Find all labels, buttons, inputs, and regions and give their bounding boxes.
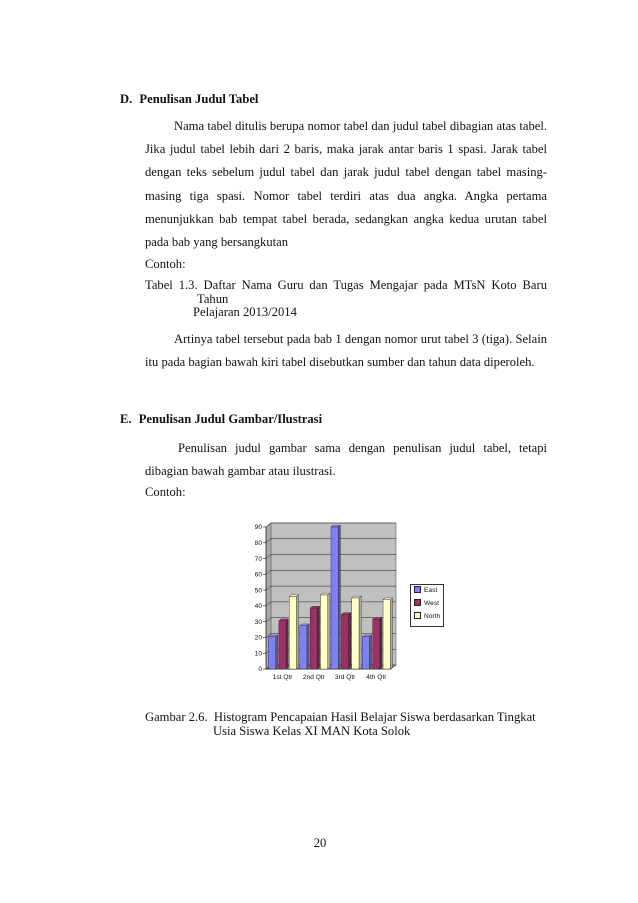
bar-side-west bbox=[286, 619, 288, 669]
legend-swatch-north bbox=[414, 612, 421, 619]
bar-side-east bbox=[338, 525, 340, 669]
bar-west-1st-qtr bbox=[279, 621, 286, 669]
bar-west-4th-qtr bbox=[373, 619, 380, 669]
section-d-contoh: Contoh: bbox=[145, 257, 186, 271]
bar-side-west bbox=[380, 617, 382, 669]
bar-side-west bbox=[317, 606, 319, 669]
section-d-title: Penulisan Judul Tabel bbox=[139, 92, 259, 106]
section-d-explanation: Artinya tabel tersebut pada bab 1 dengan nomor urut tabel 3 (tiga). Selain itu pada bagian bawah kiri tabel disebutkan sumber dan tahun data diperoleh. bbox=[145, 332, 547, 370]
bar-side-east bbox=[276, 635, 278, 669]
bar-side-north bbox=[297, 595, 299, 669]
bar-north-3rd-qtr bbox=[352, 598, 359, 669]
y-tick-label: 10 bbox=[254, 650, 262, 658]
page-number: 20 bbox=[313, 836, 327, 850]
section-e-heading bbox=[120, 412, 322, 427]
bar-west-3rd-qtr bbox=[341, 614, 348, 669]
y-tick-label: 70 bbox=[254, 555, 262, 563]
bar-east-3rd-qtr bbox=[331, 527, 338, 669]
x-category-label: 3rd Qtr bbox=[334, 674, 356, 681]
bar-north-1st-qtr bbox=[289, 597, 296, 669]
legend-swatch-west bbox=[414, 599, 421, 606]
legend-label-west: West bbox=[424, 600, 439, 607]
x-category-label: 2nd Qtr bbox=[302, 674, 325, 681]
table-caption-line2: Tahun bbox=[197, 292, 229, 306]
y-tick-label: 50 bbox=[254, 587, 262, 595]
y-tick-label: 90 bbox=[254, 524, 262, 532]
y-tick-label: 40 bbox=[254, 603, 262, 611]
section-d-heading bbox=[120, 92, 258, 107]
section-e-paragraph: Penulisan judul gambar sama dengan penulisan judul tabel, tetapi dibagian bawah gambar atau ilustrasi. bbox=[145, 441, 547, 479]
section-e-letter: E. bbox=[120, 412, 132, 426]
y-tick-label: 60 bbox=[254, 571, 262, 579]
y-tick-label: 30 bbox=[254, 618, 262, 626]
bar-east-2nd-qtr bbox=[300, 626, 307, 669]
bar-side-north bbox=[359, 596, 361, 669]
legend-label-north: North bbox=[424, 613, 441, 620]
x-category-label: 1st Qtr bbox=[272, 674, 293, 681]
x-category-label: 4th Qtr bbox=[366, 674, 387, 681]
chart-legend bbox=[410, 584, 444, 627]
section-d-paragraph: Nama tabel ditulis berupa nomor tabel dan judul tabel dibagian atas tabel. Jika judul tabel lebih dari 2 baris, maka jarak antar baris 1 spasi. Jarak tabel dengan teks sebelum judul tabel dan jarak judul tabel dengan tabel masing-masing tiga spasi. Nomor tabel terdiri atas dua angka. Angka pertama menunjukkan bab tempat tabel berada, sedangkan angka kedua urutan tabel pada bab yang bersangkutan bbox=[145, 119, 547, 250]
bar-west-2nd-qtr bbox=[310, 608, 317, 669]
legend-item-north bbox=[414, 612, 440, 622]
bar-side-west bbox=[349, 613, 351, 669]
y-tick-label: 20 bbox=[254, 634, 262, 642]
bar-north-2nd-qtr bbox=[321, 595, 328, 669]
bar-side-north bbox=[390, 598, 392, 669]
legend-item-west bbox=[414, 599, 439, 609]
table-caption-line1: Tabel 1.3. Daftar Nama Guru dan Tugas Mengajar pada MTsN Koto Baru bbox=[145, 278, 547, 292]
bar-chart bbox=[246, 520, 406, 690]
section-e-title: Penulisan Judul Gambar/Ilustrasi bbox=[138, 412, 323, 426]
figure-caption-line2: Usia Siswa Kelas XI MAN Kota Solok bbox=[213, 724, 411, 738]
bar-east-4th-qtr bbox=[362, 637, 369, 669]
y-tick-label: 0 bbox=[258, 666, 262, 674]
bar-side-east bbox=[369, 635, 371, 669]
legend-label-east: East bbox=[424, 587, 438, 594]
legend-swatch-east bbox=[414, 586, 421, 593]
table-caption-line3: Pelajaran 2013/2014 bbox=[193, 305, 297, 319]
bar-north-4th-qtr bbox=[383, 600, 390, 669]
section-d-letter: D. bbox=[120, 92, 133, 106]
section-e-contoh: Contoh: bbox=[145, 485, 186, 499]
y-tick-label: 80 bbox=[254, 539, 262, 547]
bar-east-1st-qtr bbox=[269, 637, 276, 669]
figure-caption-line1: Gambar 2.6. Histogram Pencapaian Hasil Belajar Siswa berdasarkan Tingkat bbox=[145, 710, 536, 724]
legend-item-east bbox=[414, 586, 437, 596]
bar-side-east bbox=[307, 624, 309, 669]
bar-side-north bbox=[328, 593, 330, 669]
